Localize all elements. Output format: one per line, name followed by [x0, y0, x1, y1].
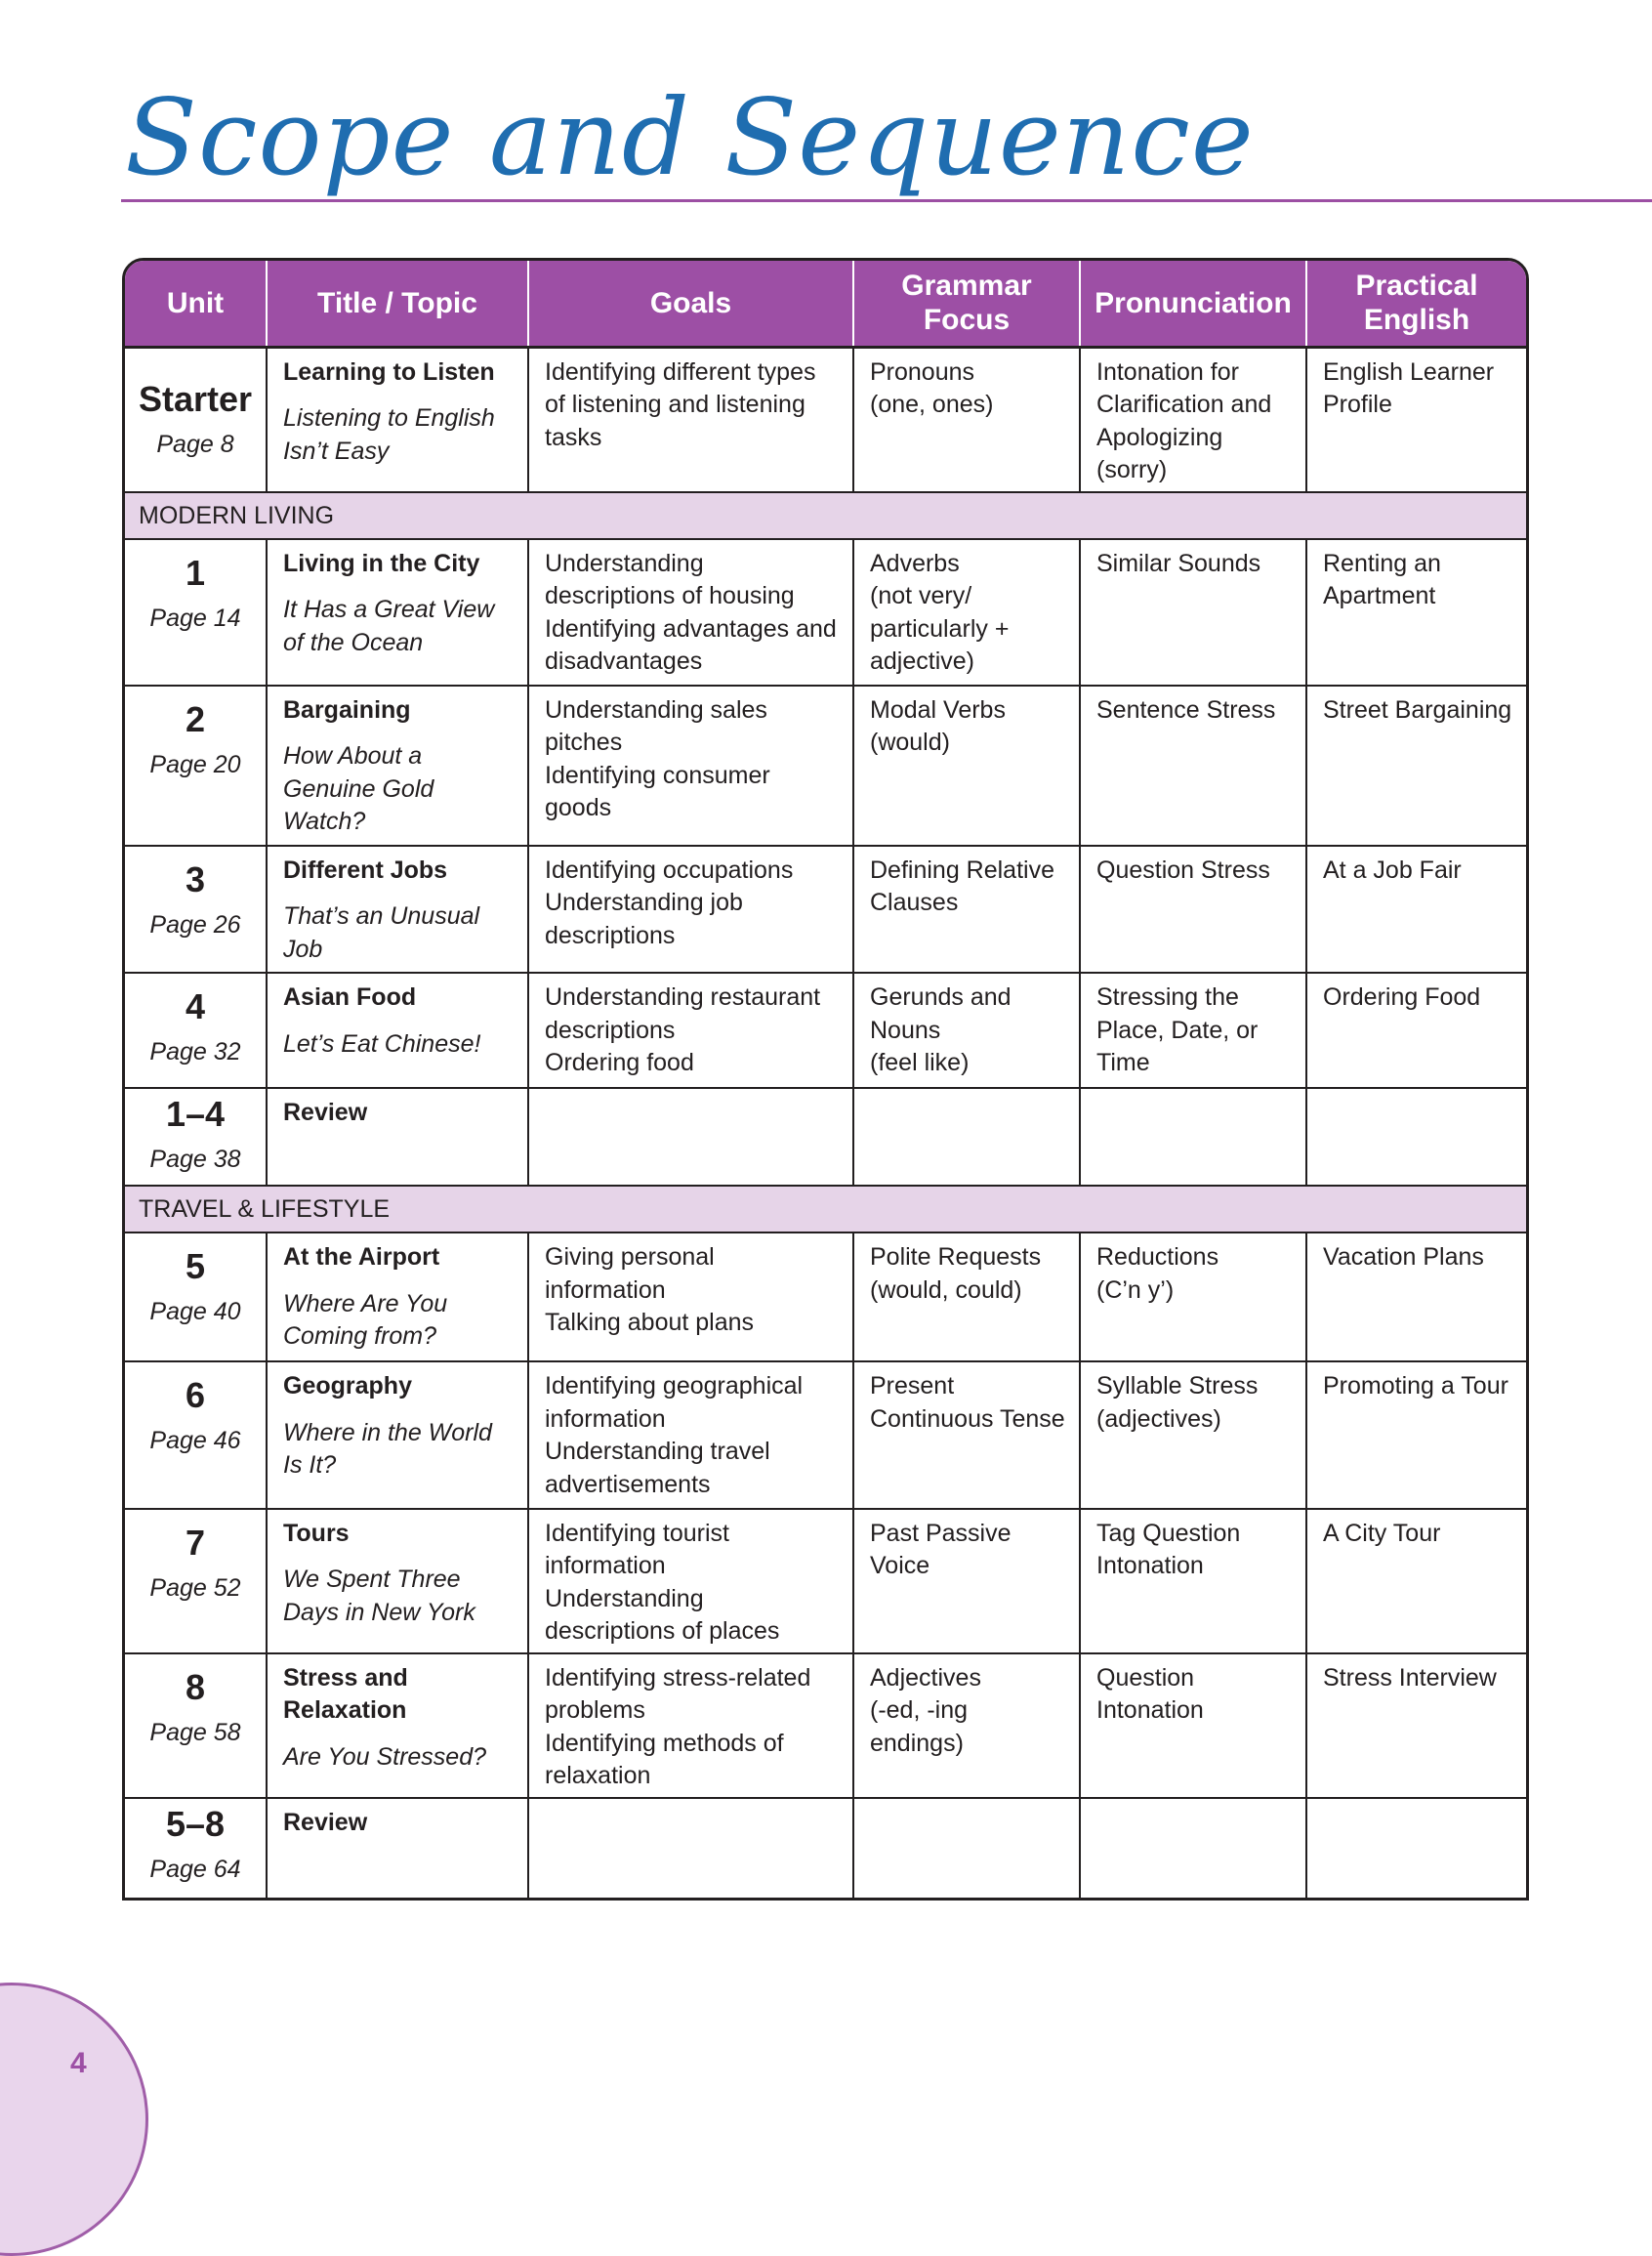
- grammar-line: (one, ones): [870, 391, 994, 418]
- topic-subtitle: That’s an Unusual Job: [283, 902, 480, 963]
- page-title: Scope and Sequence: [125, 77, 1255, 199]
- goals-cell: [528, 1798, 853, 1898]
- grammar-line: Polite Requests: [870, 1243, 1042, 1272]
- grammar-line: (-ed, -ing endings): [870, 1696, 969, 1757]
- pronunciation-cell: [1080, 1798, 1306, 1898]
- pronunciation-line: Reductions: [1096, 1243, 1219, 1272]
- table-header-row: [125, 261, 1526, 347]
- grammar-line: Past Passive Voice: [870, 1519, 1012, 1580]
- practical-english-cell: [1306, 1509, 1526, 1653]
- goal-line: Understanding job descriptions: [545, 889, 743, 949]
- topic-cell: [267, 846, 528, 973]
- unit-row: [125, 539, 1526, 686]
- topic-title: Review: [283, 1099, 368, 1127]
- grammar-cell: [853, 539, 1080, 686]
- unit-cell: [125, 1509, 267, 1653]
- topic-title: Tours: [283, 1519, 350, 1547]
- pronunciation-line: Question Stress: [1096, 856, 1270, 884]
- practical-line: Vacation Plans: [1323, 1243, 1484, 1272]
- pronunciation-line: (C’n y’): [1096, 1275, 1175, 1304]
- grammar-cell: [853, 846, 1080, 973]
- grammar-cell: [853, 1653, 1080, 1798]
- topic-title: Asian Food: [283, 983, 417, 1012]
- goal-line: Identifying tourist information: [545, 1519, 729, 1580]
- goals-cell: [528, 1361, 853, 1508]
- unit-cell: [125, 1798, 267, 1898]
- section-row: [125, 1186, 1526, 1232]
- grammar-line: Modal Verbs: [870, 695, 1006, 724]
- grammar-cell: [853, 1361, 1080, 1508]
- topic-title: At the Airport: [283, 1243, 440, 1272]
- grammar-line: (would): [870, 729, 950, 757]
- topic-subtitle: Let’s Eat Chinese!: [283, 1029, 481, 1058]
- pronunciation-line: Similar Sounds: [1096, 549, 1261, 577]
- goal-line: Identifying different types of listening and listening tasks: [545, 357, 816, 451]
- scope-table: [125, 261, 1526, 1898]
- pronunciation-cell: [1080, 1509, 1306, 1653]
- scope-table-container: [122, 258, 1529, 1901]
- topic-subtitle: Where in the World Is It?: [283, 1418, 492, 1480]
- pronunciation-cell: [1080, 1088, 1306, 1186]
- header-pronunciation: Pronunciation: [1080, 261, 1306, 347]
- goal-line: Identifying geographical information: [545, 1372, 804, 1433]
- section-label: TRAVEL & LIFESTYLE: [139, 1195, 391, 1224]
- goals-cell: [528, 1088, 853, 1186]
- practical-english-cell: [1306, 1361, 1526, 1508]
- unit-row: [125, 1653, 1526, 1798]
- unit-page: Page 38: [149, 1146, 241, 1174]
- practical-english-cell: [1306, 686, 1526, 846]
- unit-page: Page 40: [149, 1298, 241, 1326]
- goal-line: Identifying stress-related problems: [545, 1663, 811, 1725]
- unit-page: Page 58: [149, 1718, 241, 1746]
- header-practical-english: Practical English: [1306, 261, 1526, 347]
- header-goals: Goals: [528, 261, 853, 347]
- section-row: [125, 492, 1526, 539]
- topic-subtitle: Listening to English Isn’t Easy: [283, 404, 495, 465]
- unit-row: [125, 347, 1526, 492]
- unit-page: Page 14: [149, 604, 241, 632]
- practical-line: Renting an Apartment: [1323, 549, 1441, 610]
- unit-number: 8: [185, 1666, 206, 1707]
- section-cell: [125, 1186, 1526, 1232]
- section-cell: [125, 492, 1526, 539]
- pronunciation-line: Stressing the Place, Date, or Time: [1096, 983, 1259, 1077]
- goal-line: Talking about plans: [545, 1309, 755, 1337]
- pronunciation-cell: [1080, 846, 1306, 973]
- practical-line: Ordering Food: [1323, 983, 1481, 1012]
- unit-page: Page 20: [149, 750, 241, 778]
- page-corner-tab: [0, 1983, 148, 2256]
- practical-line: Street Bargaining: [1323, 695, 1512, 724]
- section-label: MODERN LIVING: [139, 501, 335, 529]
- unit-row: [125, 846, 1526, 973]
- practical-english-cell: [1306, 1653, 1526, 1798]
- pronunciation-cell: [1080, 539, 1306, 686]
- practical-line: A City Tour: [1323, 1519, 1441, 1547]
- unit-row: [125, 1232, 1526, 1361]
- unit-number: 1–4: [165, 1094, 226, 1135]
- unit-cell: [125, 347, 267, 492]
- pronunciation-line: Tag Question Intonation: [1096, 1519, 1241, 1580]
- goals-cell: [528, 1232, 853, 1361]
- pronunciation-line: Syllable Stress: [1096, 1372, 1259, 1400]
- title-rule: [121, 199, 1652, 202]
- goal-line: Understanding travel advertisements: [545, 1438, 770, 1498]
- unit-number: 5: [185, 1246, 206, 1287]
- goal-line: Identifying advantages and disadvantages: [545, 614, 837, 676]
- unit-page: Page 32: [149, 1038, 241, 1066]
- topic-cell: [267, 1653, 528, 1798]
- goal-line: Identifying occupations: [545, 856, 794, 884]
- topic-cell: [267, 973, 528, 1088]
- goals-cell: [528, 1653, 853, 1798]
- topic-title: Different Jobs: [283, 856, 448, 884]
- goal-line: Understanding restaurant descriptions: [545, 983, 821, 1044]
- unit-row: [125, 1509, 1526, 1653]
- unit-number: 4: [185, 986, 206, 1027]
- unit-cell: [125, 846, 267, 973]
- topic-subtitle: We Spent Three Days in New York: [283, 1566, 475, 1626]
- unit-cell: [125, 1361, 267, 1508]
- grammar-line: (feel like): [870, 1049, 970, 1077]
- practical-english-cell: [1306, 1232, 1526, 1361]
- unit-number: 1: [185, 552, 206, 593]
- topic-cell: [267, 1361, 528, 1508]
- goal-line: Ordering food: [545, 1049, 694, 1077]
- goals-cell: [528, 973, 853, 1088]
- pronunciation-line: (adjectives): [1096, 1404, 1221, 1433]
- unit-number: Starter: [138, 378, 253, 419]
- pronunciation-line: Intonation for Clarification and Apologizing: [1096, 357, 1272, 451]
- topic-cell: [267, 1232, 528, 1361]
- pronunciation-line: Sentence Stress: [1096, 695, 1276, 724]
- grammar-cell: [853, 1232, 1080, 1361]
- unit-number: 7: [185, 1522, 206, 1563]
- topic-subtitle: How About a Genuine Gold Watch?: [283, 742, 434, 836]
- goals-cell: [528, 539, 853, 686]
- header-unit: Unit: [125, 261, 267, 347]
- unit-page: Page 64: [149, 1855, 241, 1883]
- review-row: [125, 1798, 1526, 1898]
- unit-cell: [125, 686, 267, 846]
- pronunciation-cell: [1080, 686, 1306, 846]
- goals-cell: [528, 347, 853, 492]
- goal-line: Understanding descriptions of housing: [545, 549, 795, 610]
- grammar-cell: [853, 973, 1080, 1088]
- page-number: 4: [70, 2047, 87, 2079]
- grammar-cell: [853, 1798, 1080, 1898]
- unit-cell: [125, 1653, 267, 1798]
- topic-title: Geography: [283, 1372, 412, 1400]
- unit-page: Page 26: [149, 910, 241, 939]
- pronunciation-cell: [1080, 973, 1306, 1088]
- grammar-line: (would, could): [870, 1275, 1022, 1304]
- unit-page: Page 46: [149, 1427, 241, 1455]
- unit-cell: [125, 1232, 267, 1361]
- goal-line: Understanding descriptions of places: [545, 1584, 780, 1646]
- unit-cell: [125, 1088, 267, 1186]
- goal-line: Understanding sales pitches: [545, 695, 767, 757]
- unit-number: 2: [185, 698, 206, 739]
- practical-line: English Learner Profile: [1323, 357, 1495, 418]
- grammar-line: Adverbs: [870, 549, 960, 577]
- unit-cell: [125, 539, 267, 686]
- practical-english-cell: [1306, 846, 1526, 973]
- practical-line: At a Job Fair: [1323, 856, 1462, 884]
- grammar-cell: [853, 686, 1080, 846]
- review-row: [125, 1088, 1526, 1186]
- topic-cell: [267, 539, 528, 686]
- practical-english-cell: [1306, 973, 1526, 1088]
- practical-english-cell: [1306, 1798, 1526, 1898]
- topic-cell: [267, 1088, 528, 1186]
- pronunciation-cell: [1080, 347, 1306, 492]
- topic-cell: [267, 1509, 528, 1653]
- topic-cell: [267, 1798, 528, 1898]
- practical-line: Promoting a Tour: [1323, 1372, 1508, 1400]
- practical-english-cell: [1306, 1088, 1526, 1186]
- practical-line: Stress Interview: [1323, 1663, 1497, 1692]
- unit-row: [125, 1361, 1526, 1508]
- goals-cell: [528, 846, 853, 973]
- topic-title: Bargaining: [283, 695, 411, 724]
- grammar-cell: [853, 1088, 1080, 1186]
- grammar-line: (not very/ particularly + adjective): [870, 582, 1010, 676]
- pronunciation-cell: [1080, 1653, 1306, 1798]
- goals-cell: [528, 1509, 853, 1653]
- unit-row: [125, 973, 1526, 1088]
- pronunciation-cell: [1080, 1361, 1306, 1508]
- grammar-line: Present Continuous Tense: [870, 1372, 1065, 1433]
- topic-subtitle: It Has a Great View of the Ocean: [283, 596, 495, 656]
- grammar-line: Defining Relative Clauses: [870, 856, 1054, 917]
- topic-subtitle: Where Are You Coming from?: [283, 1289, 448, 1351]
- header-grammar-focus: Grammar Focus: [853, 261, 1080, 347]
- unit-row: [125, 686, 1526, 846]
- pronunciation-line: (sorry): [1096, 456, 1168, 483]
- unit-number: 3: [185, 858, 206, 899]
- grammar-cell: [853, 347, 1080, 492]
- topic-subtitle: Are You Stressed?: [283, 1742, 487, 1771]
- practical-english-cell: [1306, 347, 1526, 492]
- goals-cell: [528, 686, 853, 846]
- topic-title: Living in the City: [283, 549, 480, 577]
- grammar-line: Gerunds and Nouns: [870, 983, 1012, 1044]
- pronunciation-line: Question Intonation: [1096, 1663, 1204, 1725]
- table-body: [125, 347, 1526, 1898]
- unit-number: 5–8: [165, 1803, 226, 1844]
- topic-cell: [267, 347, 528, 492]
- unit-page: Page 52: [149, 1573, 241, 1602]
- pronunciation-cell: [1080, 1232, 1306, 1361]
- grammar-line: Pronouns: [870, 357, 975, 386]
- topic-title: Learning to Listen: [283, 357, 495, 386]
- goal-line: Giving personal information: [545, 1243, 715, 1304]
- grammar-cell: [853, 1509, 1080, 1653]
- topic-cell: [267, 686, 528, 846]
- goal-line: Identifying consumer goods: [545, 761, 770, 822]
- grammar-line: Adjectives: [870, 1663, 981, 1692]
- unit-cell: [125, 973, 267, 1088]
- practical-english-cell: [1306, 539, 1526, 686]
- topic-title: Stress and Relaxation: [283, 1663, 408, 1725]
- unit-number: 6: [185, 1375, 206, 1416]
- unit-page: Page 8: [156, 430, 234, 458]
- header-title-topic: Title / Topic: [267, 261, 528, 347]
- goal-line: Identifying methods of relaxation: [545, 1729, 784, 1790]
- topic-title: Review: [283, 1808, 368, 1836]
